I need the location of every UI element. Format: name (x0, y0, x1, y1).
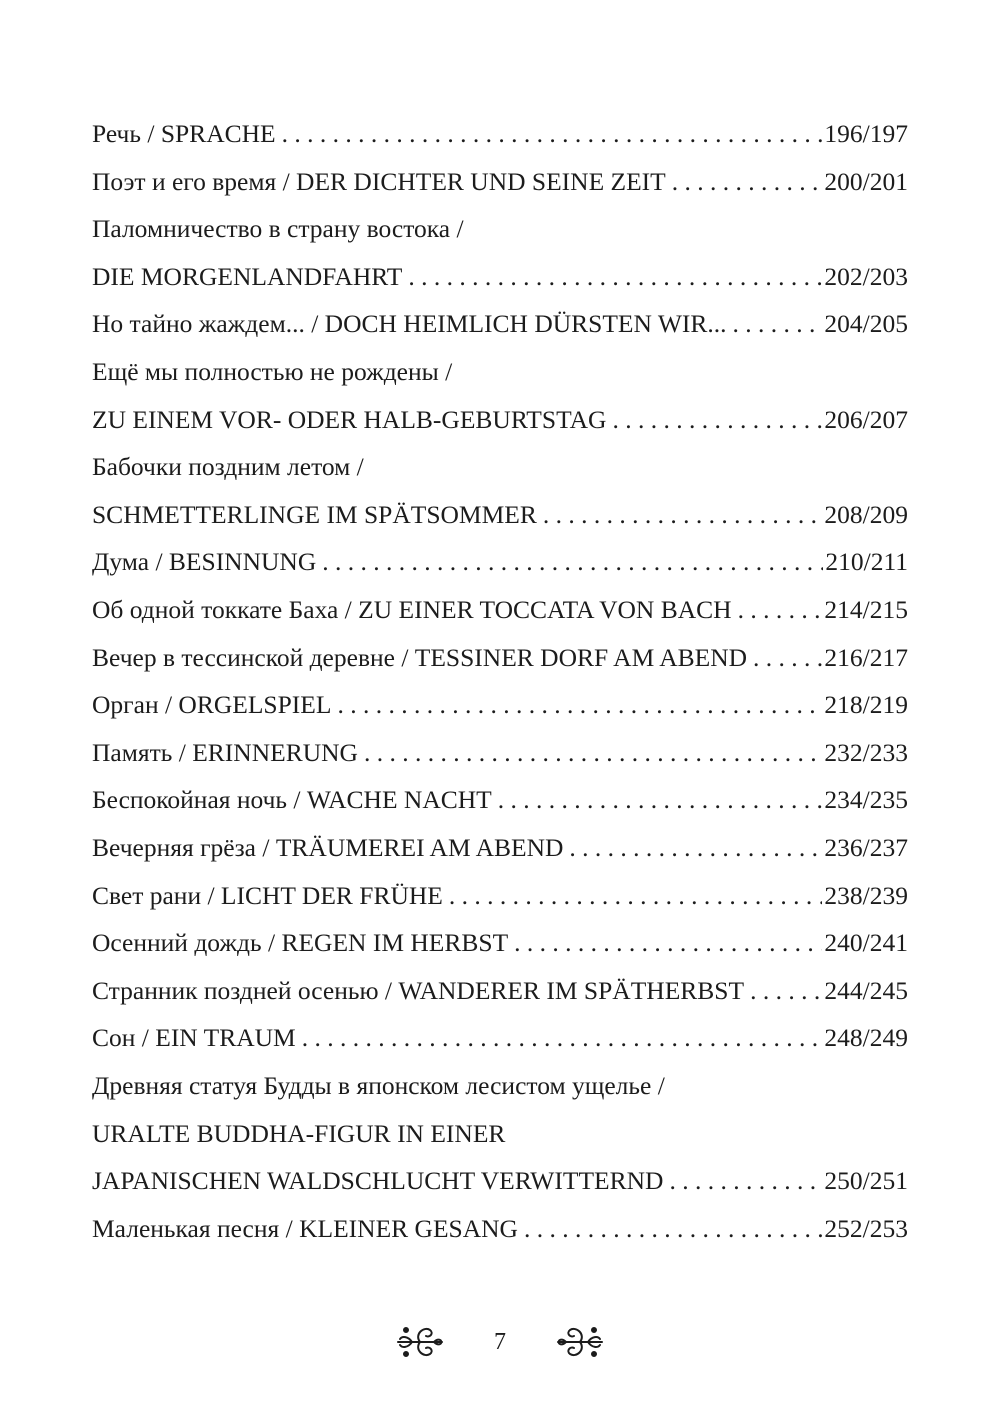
dot-leader (302, 1025, 823, 1051)
dot-leader (569, 835, 822, 861)
toc-entry-title: Бабочки поздним летом / (92, 452, 364, 482)
toc-entry[interactable] (92, 1205, 908, 1253)
toc-entry-title: Ещё мы полностью не рождены / (92, 357, 453, 387)
toc-entry[interactable] (92, 634, 908, 682)
toc-entry-title-line (92, 205, 908, 253)
toc-entry-page: 248/249 (824, 1023, 908, 1053)
toc-entry-title: Дума / BESINNUNG (92, 547, 317, 577)
toc-entry-title-line (92, 348, 908, 396)
toc-entry-page: 238/239 (824, 880, 908, 910)
toc-entry[interactable] (92, 491, 908, 539)
toc-entry-title: Свет рани / LICHT DER FRÜHE (92, 880, 443, 910)
toc-entry-page: 232/233 (824, 737, 908, 767)
toc-entry-page: 200/201 (824, 166, 908, 196)
toc-entry[interactable] (92, 586, 908, 634)
toc-entry[interactable] (92, 729, 908, 777)
toc-entry[interactable] (92, 919, 908, 967)
toc-entry-page: 196/197 (824, 119, 908, 149)
toc-entry-page: 202/203 (824, 261, 908, 291)
toc-entry-page: 218/219 (824, 690, 908, 720)
dot-leader (364, 740, 822, 766)
table-of-contents (92, 110, 908, 1252)
toc-entry-page: 216/217 (824, 642, 908, 672)
toc-entry[interactable] (92, 776, 908, 824)
toc-entry-page: 252/253 (824, 1213, 908, 1243)
dot-leader (738, 597, 823, 623)
toc-entry-title: Речь / SPRACHE (92, 119, 276, 149)
toc-entry[interactable] (92, 681, 908, 729)
toc-entry-page: 208/209 (824, 499, 908, 529)
toc-entry-title: Но тайно жаждем... / DOCH HEIMLICH DÜRSTEN WIR... (92, 309, 727, 339)
toc-entry-page: 250/251 (824, 1166, 908, 1196)
toc-entry-page: 236/237 (824, 832, 908, 862)
toc-entry[interactable] (92, 253, 908, 301)
toc-entry[interactable] (92, 872, 908, 920)
toc-entry-title: Вечер в тессинской деревне / TESSINER DORF AM ABEND (92, 642, 748, 672)
toc-entry[interactable] (92, 1157, 908, 1205)
dot-leader (524, 1216, 822, 1242)
toc-entry-page: 210/211 (825, 547, 908, 577)
toc-entry-page: 214/215 (824, 594, 908, 624)
toc-entry-title: Древняя статуя Будды в японском лесистом ущелье / (92, 1070, 665, 1100)
toc-entry[interactable] (92, 396, 908, 444)
dot-leader (672, 169, 823, 195)
toc-entry-title-line (92, 1062, 908, 1110)
toc-entry[interactable] (92, 110, 908, 158)
toc-entry-title: SCHMETTERLINGE IM SPÄTSOMMER (92, 499, 537, 529)
toc-entry[interactable] (92, 824, 908, 872)
toc-entry-title: Орган / ORGELSPIEL (92, 690, 332, 720)
toc-entry-page: 206/207 (824, 404, 908, 434)
toc-entry-title: Память / ERINNERUNG (92, 737, 358, 767)
dot-leader (337, 692, 822, 718)
toc-entry-title: Маленькая песня / KLEINER GESANG (92, 1213, 518, 1243)
dot-leader (733, 311, 823, 337)
dot-leader (753, 645, 822, 671)
page-footer (0, 1312, 1000, 1372)
page-number: 7 (494, 1328, 506, 1355)
dot-leader (408, 264, 822, 290)
flourish-ornament-icon (394, 1320, 446, 1364)
toc-entry-page: 234/235 (824, 785, 908, 815)
toc-entry-title: Сон / EIN TRAUM (92, 1023, 296, 1053)
toc-entry-title: Странник поздней осенью / WANDERER IM SPÄTHERBST (92, 975, 745, 1005)
flourish-ornament-icon (554, 1320, 606, 1364)
toc-entry-page: 240/241 (824, 928, 908, 958)
toc-entry[interactable] (92, 158, 908, 206)
toc-entry-page: 204/205 (824, 309, 908, 339)
dot-leader (612, 407, 822, 433)
dot-leader (750, 978, 822, 1004)
toc-entry[interactable] (92, 538, 908, 586)
dot-leader (322, 549, 823, 575)
toc-entry-title-line (92, 443, 908, 491)
toc-entry-title: URALTE BUDDHA-FIGUR IN EINER (92, 1118, 506, 1148)
toc-entry-title: Вечерняя грёза / TRÄUMEREI AM ABEND (92, 832, 564, 862)
dot-leader (543, 502, 823, 528)
dot-leader (449, 883, 823, 909)
dot-leader (282, 121, 823, 147)
toc-entry[interactable] (92, 967, 908, 1015)
toc-entry-title: Беспокойная ночь / WACHE NACHT (92, 785, 492, 815)
toc-entry-title: Паломничество в страну востока / (92, 214, 464, 244)
toc-entry[interactable] (92, 300, 908, 348)
toc-entry-title: DIE MORGENLANDFAHRT (92, 261, 403, 291)
toc-entry-title: Об одной токкате Баха / ZU EINER TOCCATA VON BACH (92, 594, 732, 624)
dot-leader (498, 787, 823, 813)
toc-entry-page: 244/245 (824, 975, 908, 1005)
dot-leader (514, 930, 822, 956)
toc-entry-title: Осенний дождь / REGEN IM HERBST (92, 928, 509, 958)
dot-leader (669, 1168, 822, 1194)
toc-entry-title: ZU EINEM VOR- ODER HALB-GEBURTSTAG (92, 404, 607, 434)
toc-entry-title: Поэт и его время / DER DICHTER UND SEINE ZEIT (92, 166, 666, 196)
toc-entry-title-line (92, 1109, 908, 1157)
toc-entry-title: JAPANISCHEN WALDSCHLUCHT VERWITTERND (92, 1166, 664, 1196)
toc-entry[interactable] (92, 1014, 908, 1062)
